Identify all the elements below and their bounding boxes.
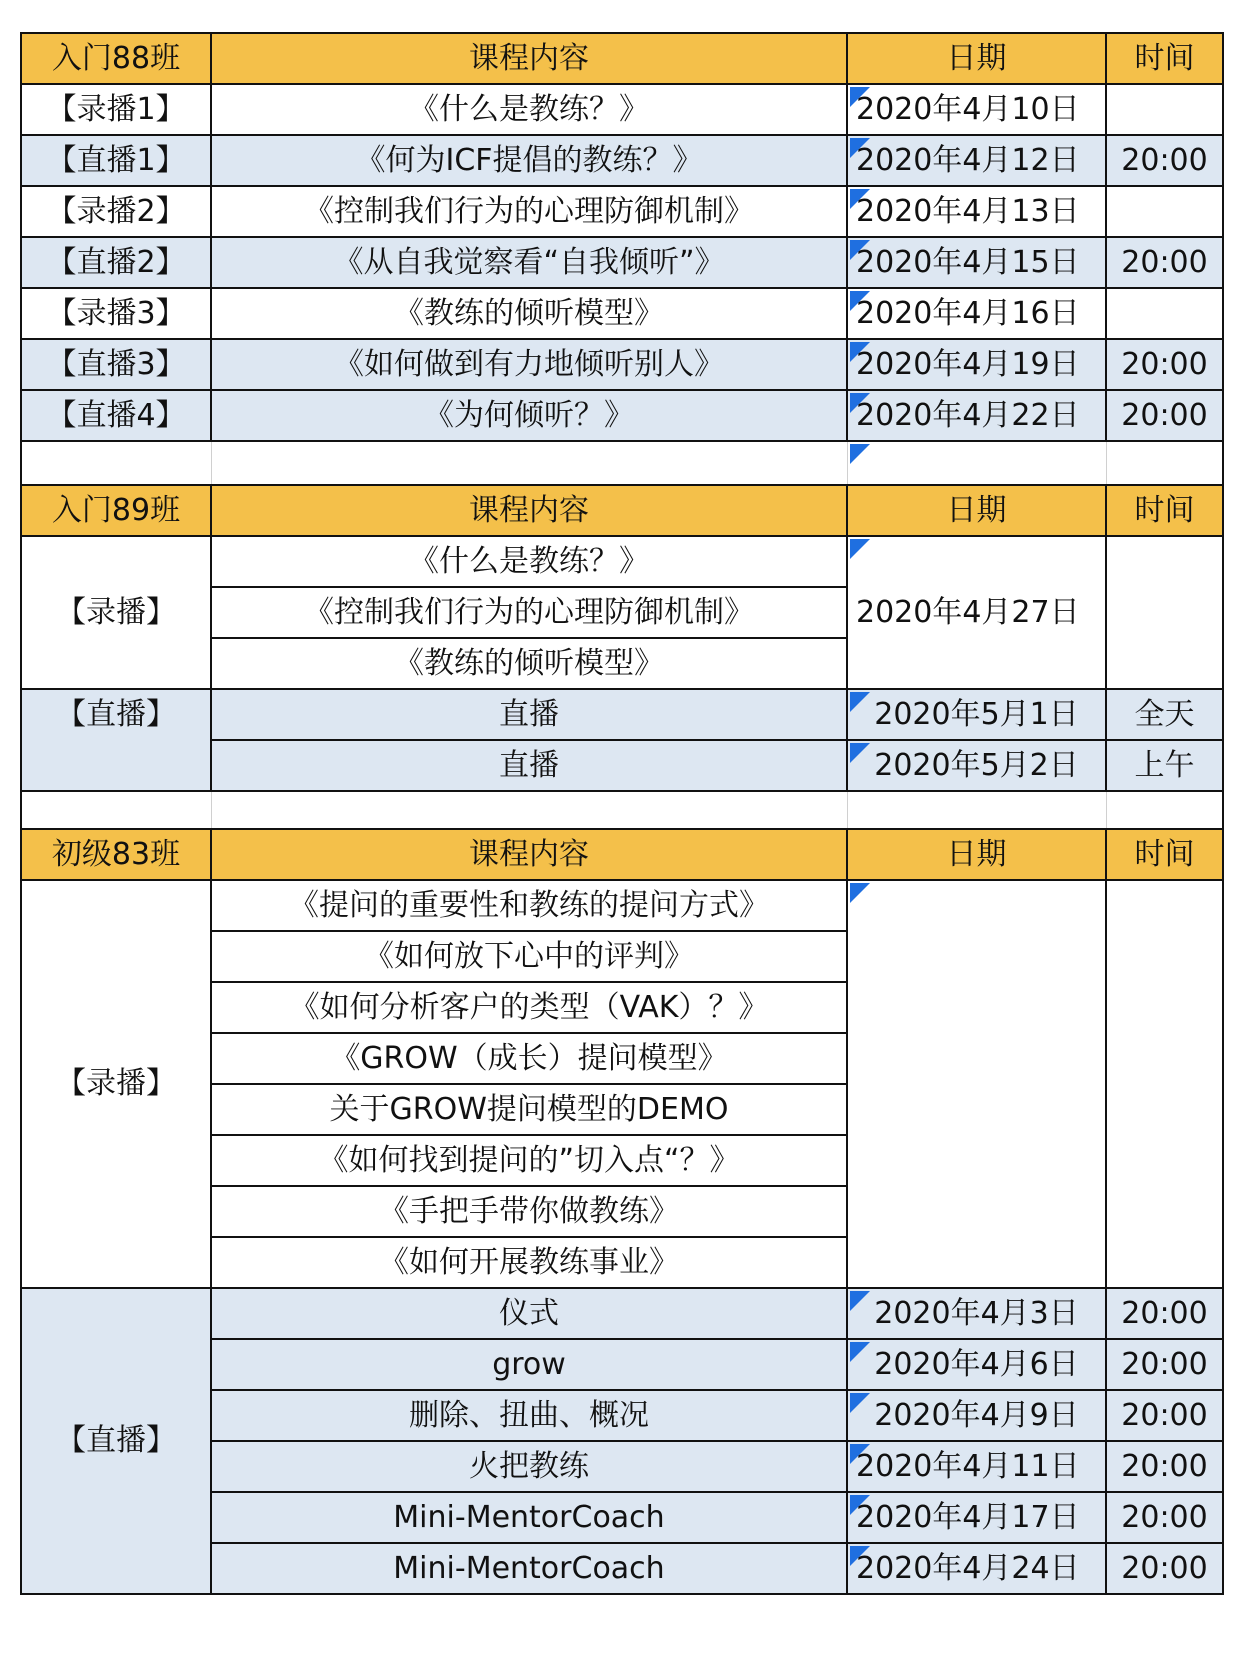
date-cell[interactable] bbox=[847, 135, 1106, 186]
table-row bbox=[21, 135, 1223, 186]
empty-cell[interactable] bbox=[1106, 441, 1223, 485]
date-text: 2020年4月17日 bbox=[856, 1499, 1080, 1535]
header-date[interactable]: 日期 bbox=[847, 829, 1106, 880]
course-content[interactable]: 《何为ICF提倡的教练？》 bbox=[211, 135, 847, 186]
comment-indicator-icon bbox=[850, 291, 870, 311]
time-cell[interactable]: 20:00 bbox=[1106, 135, 1223, 186]
section2-class-name[interactable]: 入门89班 bbox=[21, 485, 211, 536]
course-content[interactable]: 《从自我觉察看“自我倾听”》 bbox=[211, 237, 847, 288]
date-text: 2020年4月22日 bbox=[856, 397, 1080, 433]
table-row bbox=[21, 1288, 1223, 1339]
time-cell[interactable]: 全天 bbox=[1106, 689, 1223, 740]
session-label[interactable]: 【录播2】 bbox=[21, 186, 211, 237]
course-content[interactable]: 《如何找到提问的”切入点“？》 bbox=[211, 1135, 847, 1186]
empty-cell[interactable] bbox=[21, 441, 211, 485]
table-row bbox=[21, 84, 1223, 135]
header-course-content[interactable]: 课程内容 bbox=[211, 33, 847, 84]
time-cell[interactable]: 20:00 bbox=[1106, 339, 1223, 390]
comment-indicator-icon bbox=[850, 189, 870, 209]
comment-indicator-icon bbox=[850, 1546, 870, 1566]
empty-cell[interactable] bbox=[847, 441, 1106, 485]
table-row bbox=[21, 390, 1223, 441]
date-cell[interactable] bbox=[847, 288, 1106, 339]
session-label[interactable]: 【录播】 bbox=[21, 880, 211, 1288]
course-content[interactable]: 《什么是教练？》 bbox=[211, 536, 847, 587]
session-label[interactable]: 【录播3】 bbox=[21, 288, 211, 339]
course-content[interactable]: 《什么是教练？》 bbox=[211, 84, 847, 135]
empty-row bbox=[21, 791, 1223, 829]
time-cell[interactable] bbox=[1106, 186, 1223, 237]
header-time[interactable]: 时间 bbox=[1106, 33, 1223, 84]
course-content[interactable]: 《教练的倾听模型》 bbox=[211, 638, 847, 689]
time-cell[interactable]: 20:00 bbox=[1106, 1288, 1223, 1339]
time-cell[interactable] bbox=[1106, 288, 1223, 339]
section2-header-row bbox=[21, 485, 1223, 536]
course-content[interactable]: grow bbox=[211, 1339, 847, 1390]
course-content[interactable]: 《控制我们行为的心理防御机制》 bbox=[211, 186, 847, 237]
empty-row bbox=[21, 441, 1223, 485]
date-text: 2020年4月19日 bbox=[856, 346, 1080, 382]
header-date[interactable]: 日期 bbox=[847, 33, 1106, 84]
time-cell[interactable] bbox=[1106, 880, 1223, 1288]
course-content[interactable]: 《提问的重要性和教练的提问方式》 bbox=[211, 880, 847, 931]
date-cell[interactable] bbox=[847, 1390, 1106, 1441]
table-row bbox=[21, 689, 1223, 740]
empty-cell[interactable] bbox=[211, 441, 847, 485]
section3-header-row bbox=[21, 829, 1223, 880]
date-text: 2020年4月10日 bbox=[856, 91, 1080, 127]
date-cell[interactable] bbox=[847, 1543, 1106, 1594]
time-cell[interactable]: 20:00 bbox=[1106, 237, 1223, 288]
course-content[interactable]: 《手把手带你做教练》 bbox=[211, 1186, 847, 1237]
date-text: 2020年4月9日 bbox=[874, 1397, 1079, 1433]
date-cell[interactable] bbox=[847, 880, 1106, 1288]
time-cell[interactable]: 20:00 bbox=[1106, 1441, 1223, 1492]
session-label[interactable] bbox=[21, 689, 211, 791]
time-cell[interactable]: 上午 bbox=[1106, 740, 1223, 791]
comment-indicator-icon bbox=[850, 444, 870, 464]
course-content[interactable]: 仪式 bbox=[211, 1288, 847, 1339]
course-content[interactable]: 火把教练 bbox=[211, 1441, 847, 1492]
date-text: 2020年5月2日 bbox=[874, 747, 1079, 783]
header-time[interactable]: 时间 bbox=[1106, 829, 1223, 880]
schedule-table bbox=[20, 32, 1224, 1595]
course-content[interactable]: 删除、扭曲、概况 bbox=[211, 1390, 847, 1441]
comment-indicator-icon bbox=[850, 138, 870, 158]
comment-indicator-icon bbox=[850, 1342, 870, 1362]
header-course-content[interactable]: 课程内容 bbox=[211, 829, 847, 880]
date-text: 2020年4月15日 bbox=[856, 244, 1080, 280]
date-cell[interactable] bbox=[847, 390, 1106, 441]
empty-cell[interactable] bbox=[847, 791, 1106, 829]
date-text: 2020年4月12日 bbox=[856, 142, 1080, 178]
comment-indicator-icon bbox=[850, 1393, 870, 1413]
course-content[interactable]: Mini-MentorCoach bbox=[211, 1543, 847, 1594]
session-label[interactable]: 【录播1】 bbox=[21, 84, 211, 135]
time-cell[interactable] bbox=[1106, 84, 1223, 135]
course-content[interactable]: 《如何做到有力地倾听别人》 bbox=[211, 339, 847, 390]
session-label[interactable]: 【直播1】 bbox=[21, 135, 211, 186]
date-cell[interactable] bbox=[847, 339, 1106, 390]
date-cell[interactable] bbox=[847, 1288, 1106, 1339]
comment-indicator-icon bbox=[850, 1444, 870, 1464]
empty-cell[interactable] bbox=[211, 791, 847, 829]
course-content[interactable]: 《控制我们行为的心理防御机制》 bbox=[211, 587, 847, 638]
course-content[interactable]: 直播 bbox=[211, 740, 847, 791]
comment-indicator-icon bbox=[850, 883, 870, 903]
date-cell[interactable] bbox=[847, 536, 1106, 689]
date-cell[interactable] bbox=[847, 1441, 1106, 1492]
date-cell[interactable] bbox=[847, 186, 1106, 237]
schedule-sheet bbox=[20, 32, 1224, 1595]
course-content[interactable]: 关于GROW提问模型的DEMO bbox=[211, 1084, 847, 1135]
date-cell[interactable] bbox=[847, 1492, 1106, 1543]
date-text: 2020年4月3日 bbox=[874, 1295, 1079, 1331]
course-content[interactable]: 《如何放下心中的评判》 bbox=[211, 931, 847, 982]
table-row bbox=[21, 536, 1223, 587]
session-label[interactable]: 【录播】 bbox=[21, 536, 211, 689]
date-text: 2020年4月24日 bbox=[856, 1550, 1080, 1586]
course-content[interactable]: Mini-MentorCoach bbox=[211, 1492, 847, 1543]
header-course-content[interactable]: 课程内容 bbox=[211, 485, 847, 536]
course-content[interactable]: 《如何开展教练事业》 bbox=[211, 1237, 847, 1288]
empty-cell[interactable] bbox=[21, 791, 211, 829]
time-cell[interactable]: 20:00 bbox=[1106, 1492, 1223, 1543]
time-cell[interactable]: 20:00 bbox=[1106, 1339, 1223, 1390]
comment-indicator-icon bbox=[850, 743, 870, 763]
comment-indicator-icon bbox=[850, 342, 870, 362]
table-row bbox=[21, 339, 1223, 390]
time-cell[interactable]: 20:00 bbox=[1106, 1390, 1223, 1441]
section3-class-name[interactable]: 初级83班 bbox=[21, 829, 211, 880]
course-content[interactable]: 《教练的倾听模型》 bbox=[211, 288, 847, 339]
date-cell[interactable] bbox=[847, 237, 1106, 288]
comment-indicator-icon bbox=[850, 1495, 870, 1515]
session-label[interactable]: 【直播3】 bbox=[21, 339, 211, 390]
comment-indicator-icon bbox=[850, 692, 870, 712]
header-date[interactable]: 日期 bbox=[847, 485, 1106, 536]
table-row bbox=[21, 288, 1223, 339]
date-text: 2020年4月27日 bbox=[856, 594, 1080, 630]
course-content[interactable]: 《GROW（成长）提问模型》 bbox=[211, 1033, 847, 1084]
date-text: 2020年5月1日 bbox=[874, 696, 1079, 732]
date-text: 2020年4月6日 bbox=[874, 1346, 1079, 1382]
header-time[interactable]: 时间 bbox=[1106, 485, 1223, 536]
table-row bbox=[21, 237, 1223, 288]
comment-indicator-icon bbox=[850, 393, 870, 413]
date-cell[interactable] bbox=[847, 84, 1106, 135]
comment-indicator-icon bbox=[850, 240, 870, 260]
comment-indicator-icon bbox=[850, 87, 870, 107]
date-text: 2020年4月13日 bbox=[856, 193, 1080, 229]
table-row bbox=[21, 880, 1223, 931]
course-content[interactable]: 《为何倾听？》 bbox=[211, 390, 847, 441]
section1-class-name[interactable]: 入门88班 bbox=[21, 33, 211, 84]
date-text: 2020年4月16日 bbox=[856, 295, 1080, 331]
time-cell[interactable]: 20:00 bbox=[1106, 390, 1223, 441]
date-cell[interactable] bbox=[847, 689, 1106, 740]
comment-indicator-icon bbox=[850, 1291, 870, 1311]
section1-header-row bbox=[21, 33, 1223, 84]
course-content[interactable]: 直播 bbox=[211, 689, 847, 740]
course-content[interactable]: 《如何分析客户的类型（VAK）？》 bbox=[211, 982, 847, 1033]
comment-indicator-icon bbox=[850, 539, 870, 559]
date-text: 2020年4月11日 bbox=[856, 1448, 1080, 1484]
empty-cell[interactable] bbox=[1106, 791, 1223, 829]
table-row bbox=[21, 186, 1223, 237]
session-label[interactable]: 【直播】 bbox=[21, 1288, 211, 1594]
session-label[interactable]: 【直播4】 bbox=[21, 390, 211, 441]
time-cell[interactable]: 20:00 bbox=[1106, 1543, 1223, 1594]
date-cell[interactable] bbox=[847, 1339, 1106, 1390]
session-label[interactable]: 【直播2】 bbox=[21, 237, 211, 288]
time-cell[interactable] bbox=[1106, 536, 1223, 689]
date-cell[interactable] bbox=[847, 740, 1106, 791]
session-label-text: 【直播】 bbox=[56, 697, 176, 732]
